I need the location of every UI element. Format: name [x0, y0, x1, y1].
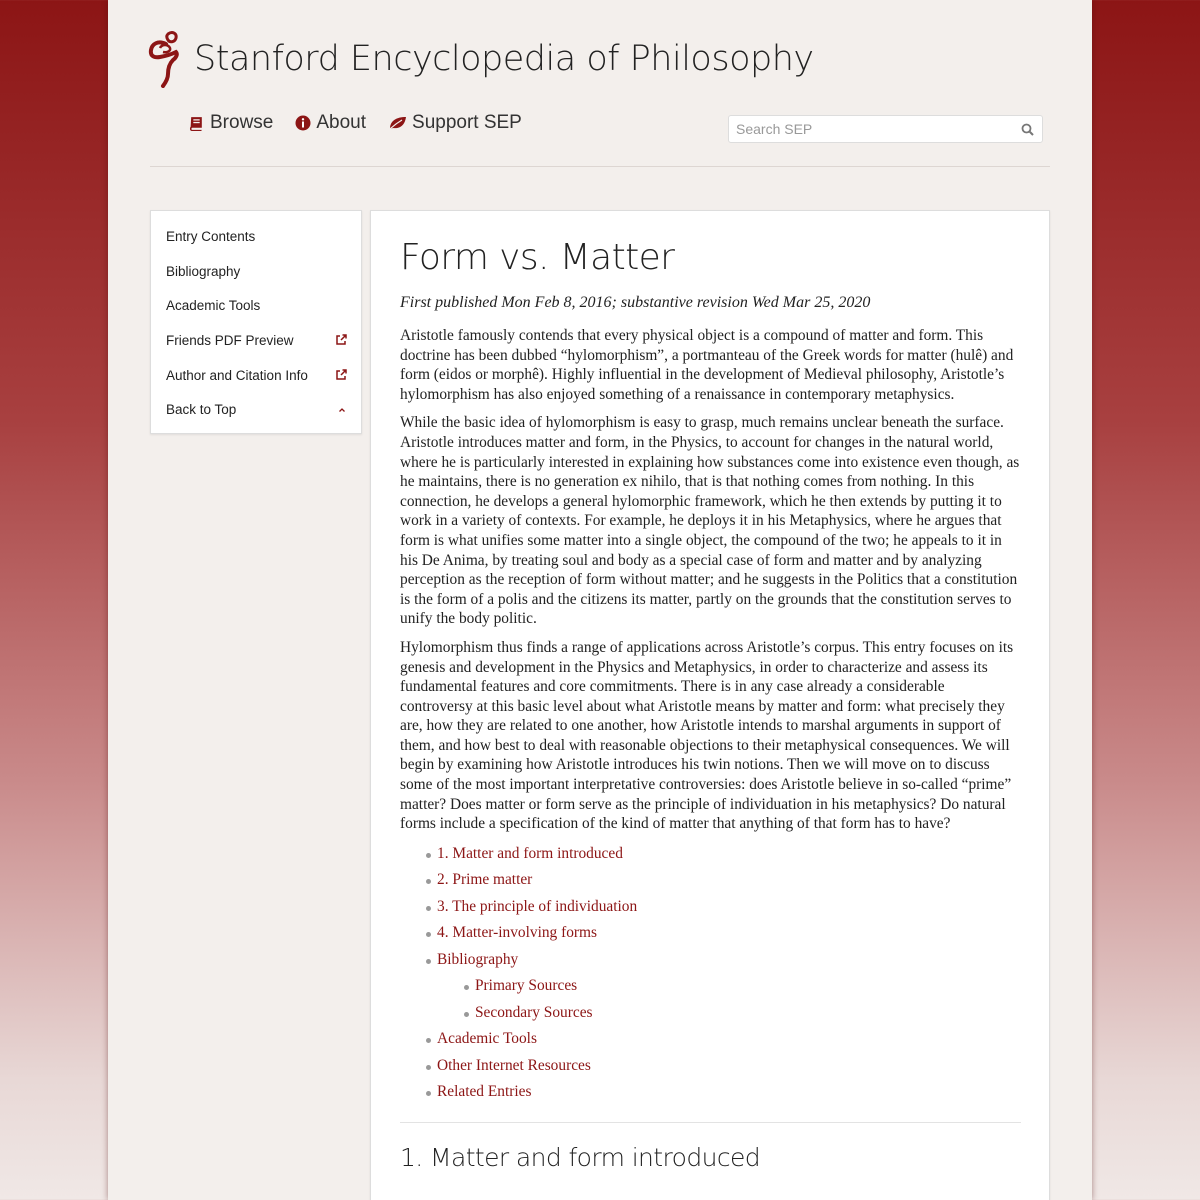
- sidebar-item-label: Academic Tools: [166, 298, 261, 314]
- toc-link-bibliography[interactable]: Bibliography: [400, 947, 1021, 974]
- external-link-icon: [335, 334, 347, 346]
- sidebar-item-label: Entry Contents: [166, 228, 256, 244]
- entry-content: [370, 210, 1050, 1200]
- toc-link-other-internet-resources[interactable]: Other Internet Resources: [400, 1053, 1021, 1080]
- sidebar-item-bibliography[interactable]: [151, 254, 361, 289]
- thinker-logo-icon: [146, 30, 186, 88]
- site-header: [108, 0, 1092, 168]
- nav-support-sep[interactable]: [388, 112, 522, 134]
- search-box: [728, 115, 1043, 143]
- sidebar-item-academic-tools[interactable]: [151, 288, 361, 323]
- sidebar-menu: [150, 210, 362, 434]
- section-divider: [400, 1122, 1021, 1123]
- external-link-icon: [335, 369, 347, 381]
- toc-link-matter-and-form[interactable]: 1. Matter and form introduced: [400, 841, 1021, 868]
- preamble-paragraph-1: Aristotle famously contends that every physical object is a compound of matter and form. This doctrine has been dubbed “hylomorphism”, a portmanteau of the Greek words for matter (hulê) and form (eidos or morphê). Highly influential in the development of Medieval philosophy, Aristotle’s hylomorphism has also enjoyed something of a renaissance in contemporary metaphysics.: [400, 327, 1014, 403]
- sidebar-item-label: Friends PDF Preview: [166, 332, 294, 348]
- sidebar-item-friends-pdf-preview[interactable]: [151, 323, 361, 358]
- sidebar-item-label: Bibliography: [166, 263, 241, 279]
- preamble-paragraph-2: While the basic idea of hylomorphism is easy to grasp, much remains unclear beneath the surface. Aristotle introduces matter and form, in the Physics, to account for changes in the natural world, where he is particularly interested in explaining how substances come into existence even though, as he maintains, there is no generation ex nihilo, that is that nothing comes from nothing. In this connection, he develops a general hylomorphic framework, which he then extends by putting it to work in a variety of contexts. For example, he deploys it in his Metaphysics, where he argues that form is what unifies some matter into a single object, the compound of the two; he appeals to it in his De Anima, by treating soul and body as a special case of form and matter and by analyzing perception as the reception of form without matter; and he suggests in the Politics that a constitution is the form of a polis and the citizens its matter, partly on the grounds that the constitution serves to unify the body politic.: [400, 414, 1020, 628]
- leaf-icon: [388, 115, 407, 131]
- section-heading: 1. Matter and form introduced: [400, 1142, 761, 1172]
- page-container: [108, 0, 1092, 1200]
- table-of-contents: [400, 841, 1021, 1106]
- preamble-paragraph-3: Hylomorphism thus finds a range of applications across Aristotle’s corpus. This entry focuses on its genesis and development in the Physics and Metaphysics, in order to characterize and assess its fundamental features and core commitments. There is in any case already a considerable controversy at this basic level about what Aristotle means by matter and form: what precisely they are, how they are related to one another, how Aristotle intends to marshal arguments in support of them, and how best to deal with reasonable objections to their metaphysical consequences. We will begin by examining how Aristotle introduces his twin notions. Then we will move on to discuss some of the most important interpretative controversies: does Aristotle believe in so-called “prime” matter? Does matter or form serve as the principle of individuation in his metaphysics? Do natural forms include a specification of the kind of matter that anything of that form has to have?: [400, 638, 1014, 833]
- nav-browse[interactable]: [188, 112, 273, 134]
- toc-link-related-entries[interactable]: Related Entries: [400, 1079, 1021, 1106]
- search-button[interactable]: [1012, 115, 1042, 143]
- nav-browse-label: Browse: [210, 112, 274, 133]
- toc-link-primary-sources[interactable]: Primary Sources: [400, 973, 1021, 1000]
- toc-link-matter-involving-forms[interactable]: 4. Matter-involving forms: [400, 920, 1021, 947]
- site-title: Stanford Encyclopedia of Philosophy: [194, 39, 814, 79]
- toc-link-principle-of-individuation[interactable]: 3. The principle of individuation: [400, 894, 1021, 921]
- nav-about[interactable]: [295, 112, 366, 134]
- sidebar-item-back-to-top[interactable]: [151, 392, 361, 427]
- toc-link-secondary-sources[interactable]: Secondary Sources: [400, 1000, 1021, 1027]
- info-circle-icon: [295, 115, 311, 131]
- toc-link-prime-matter[interactable]: 2. Prime matter: [400, 867, 1021, 894]
- publication-info: First published Mon Feb 8, 2016; substantive revision Wed Mar 25, 2020: [400, 294, 871, 311]
- chevron-up-icon: [337, 406, 347, 414]
- entry-title: Form vs. Matter: [400, 237, 675, 278]
- header-divider: [150, 166, 1050, 167]
- nav-support-label: Support SEP: [412, 112, 522, 133]
- toc-link-academic-tools[interactable]: Academic Tools: [400, 1026, 1021, 1053]
- sidebar-item-label: Author and Citation Info: [166, 367, 308, 383]
- sidebar-item-entry-contents[interactable]: [151, 219, 361, 254]
- sidebar-item-author-citation-info[interactable]: [151, 358, 361, 393]
- book-icon: [188, 115, 205, 132]
- main-nav: [188, 112, 522, 134]
- sidebar-item-label: Back to Top: [166, 402, 237, 418]
- search-input[interactable]: [729, 121, 1012, 137]
- site-logo-link[interactable]: [146, 30, 814, 88]
- search-icon: [1021, 123, 1034, 136]
- nav-about-label: About: [316, 112, 367, 133]
